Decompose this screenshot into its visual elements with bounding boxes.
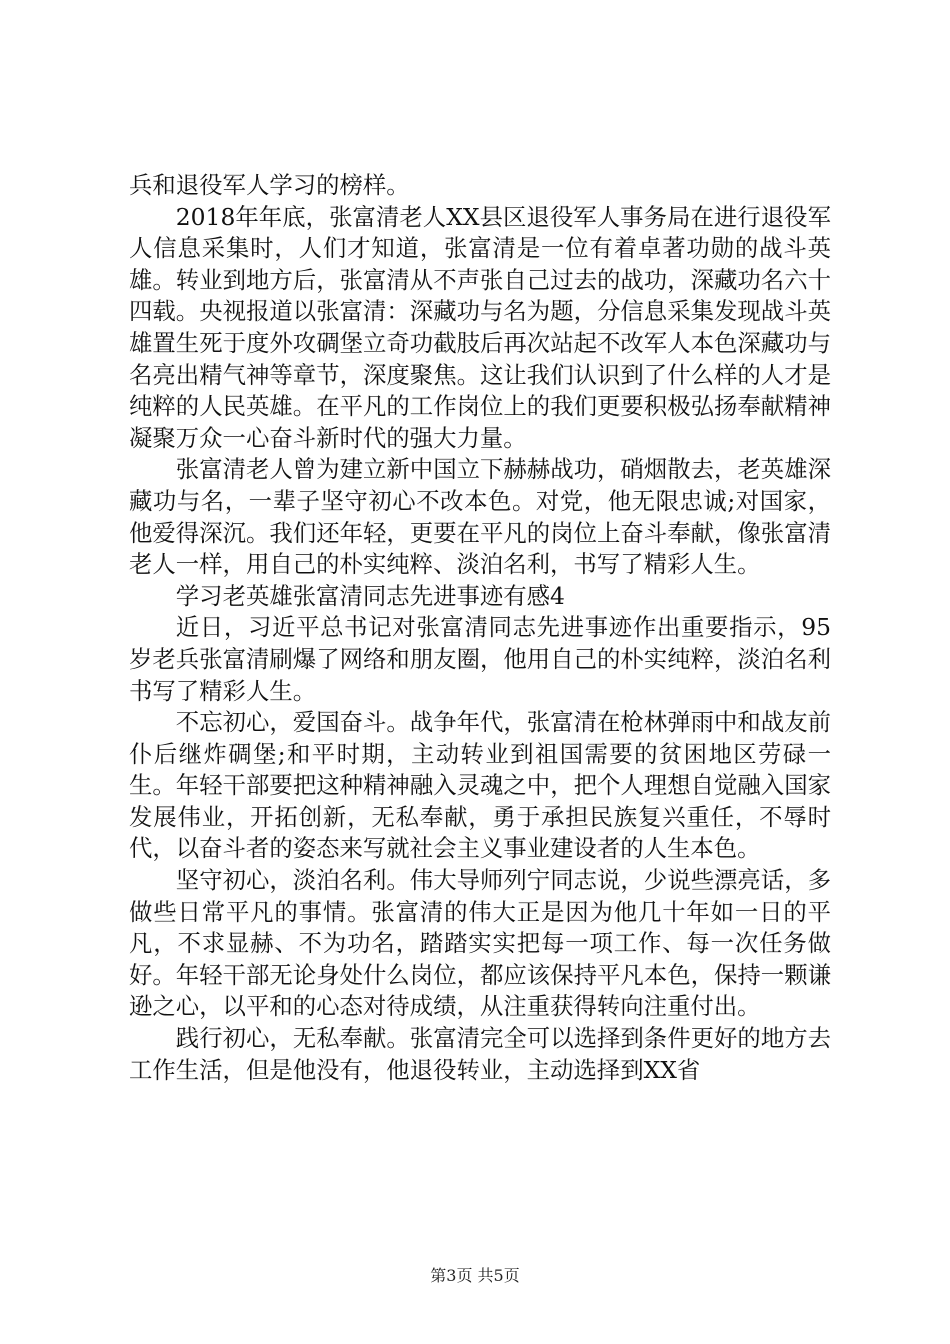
paragraph-continuation: 兵和退役军人学习的榜样。	[129, 171, 410, 199]
paragraph-2018-background: 2018年年底，张富清老人XX县区退役军人事务局在进行退役军人信息采集时，人们才知道，张富清是一位有着卓著功勋的战斗英雄。转业到地方后，张富清从不声张自己过去的战功，深藏功名六十四载。央视报道以张富清：深藏功与名为题，分信息采集发现战斗英雄置生死于度外攻碉堡立奇功截肢后再次站起不改军人本色深藏功与名亮出精气神等章节，深度聚焦。这让我们认识到了什么样的人才是纯粹的人民英雄。在平凡的工作岗位上的我们更要积极弘扬奉献精神凝聚万众一心奋斗新时代的强大力量。	[129, 202, 831, 452]
section-heading: 学习老英雄张富清同志先进事迹有感4	[175, 581, 565, 610]
paragraph-modesty: 坚守初心，淡泊名利。伟大导师列宁同志说，少说些漂亮话，多做些日常平凡的事情。张富清的伟大正是因为他几十年如一日的平凡，不求显赫、不为功名，踏踏实实把每一项工作、每一次任务做好。年轻干部无论身处什么岗位，都应该保持平凡本色，保持一颗谦逊之心，以平和的心态对待成绩，从注重获得转向注重付出。	[129, 866, 831, 1021]
page-number: 第3页 共5页	[430, 1266, 520, 1285]
document-body	[129, 170, 831, 1086]
paragraph-patriotism: 不忘初心，爱国奋斗。战争年代，张富清在枪林弹雨中和战友前仆后继炸碉堡;和平时期，主动转业到祖国需要的贫困地区劳碌一生。年轻干部要把这种精神融入灵魂之中，把个人理想自觉融入国家发展伟业，开拓创新，无私奉献，勇于承担民族复兴重任，不辱时代，以奋斗者的姿态来写就社会主义事业建设者的人生本色。	[129, 708, 831, 863]
paragraph-intro: 近日，习近平总书记对张富清同志先进事迹作出重要指示，95岁老兵张富清刷爆了网络和朋友圈，他用自己的朴实纯粹，淡泊名利书写了精彩人生。	[129, 613, 831, 705]
page-footer	[0, 1266, 950, 1286]
paragraph-hero-summary: 张富清老人曾为建立新中国立下赫赫战功，硝烟散去，老英雄深藏功与名，一辈子坚守初心不改本色。对党，他无限忠诚;对国家，他爱得深沉。我们还年轻，更要在平凡的岗位上奋斗奉献，像张富清老人一样，用自己的朴实纯粹、淡泊名利，书写了精彩人生。	[129, 455, 831, 579]
paragraph-dedication: 践行初心，无私奉献。张富清完全可以选择到条件更好的地方去工作生活，但是他没有，他退役转业，主动选择到XX省	[129, 1024, 831, 1084]
